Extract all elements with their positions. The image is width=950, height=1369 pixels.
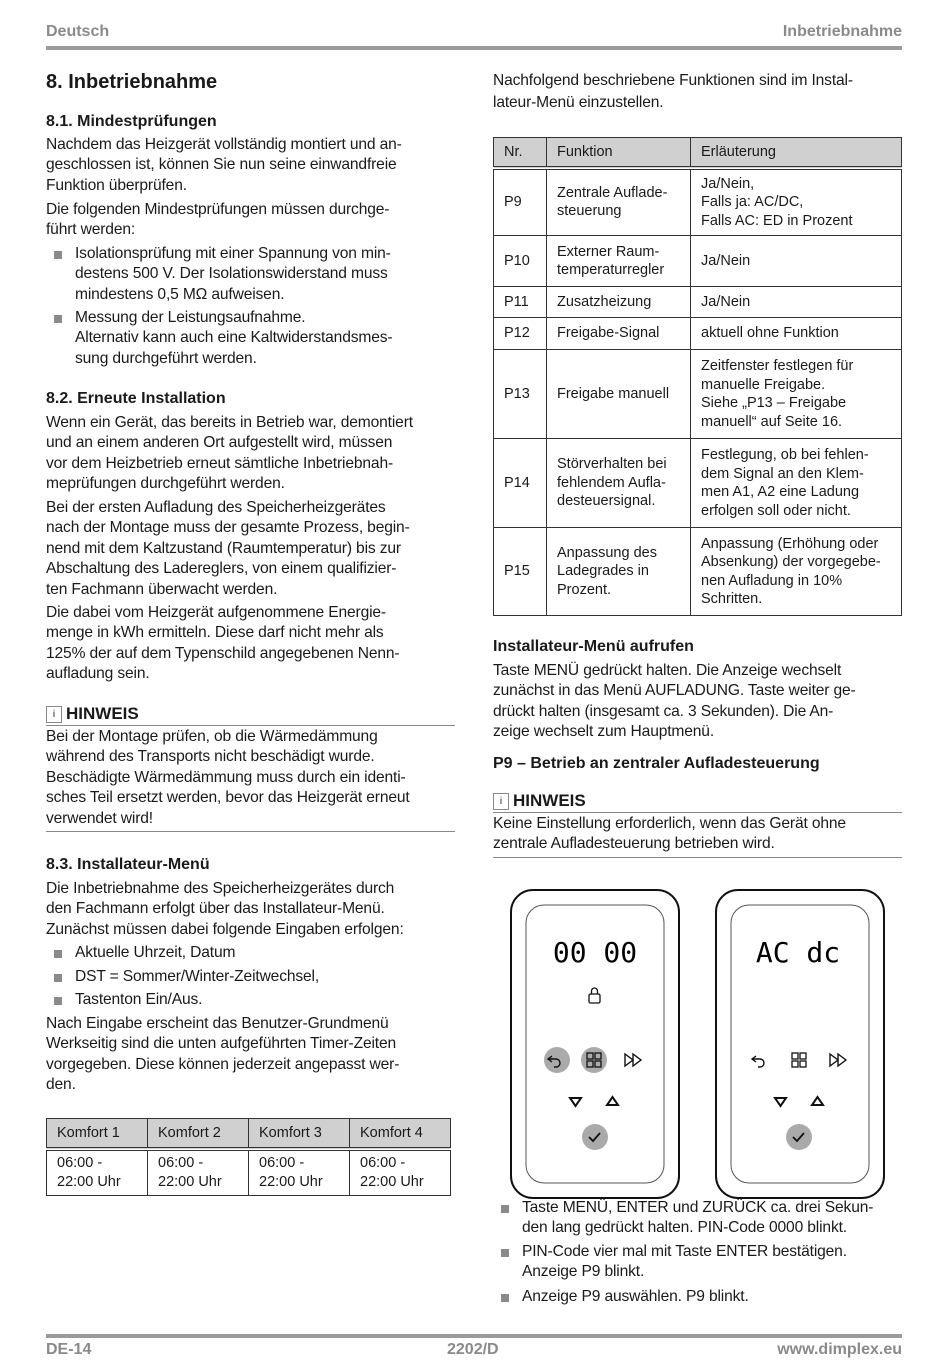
param-description: Festlegung, ob bei fehlen- dem Signal an den Klem- men A1, A2 eine Ladung erfolgen soll oder nicht. bbox=[691, 439, 902, 528]
paragraph: Die Inbetriebnahme des Speicherheizgerätes durch den Fachmann erfolgt über das Installateur-Menü. Zunächst müssen dabei folgende Eingaben erfolgen: bbox=[46, 880, 404, 938]
website-link[interactable]: www.dimplex.eu bbox=[777, 1341, 902, 1358]
param-description: Zeitfenster festlegen für manuelle Freigabe. Siehe „P13 – Freigabe manuell“ auf Seite 16. bbox=[691, 350, 902, 439]
param-number: P9 bbox=[494, 168, 547, 236]
page-number: DE-14 bbox=[46, 1341, 92, 1358]
up-arrow-icon[interactable] bbox=[812, 1097, 823, 1105]
paragraph: Nachfolgend beschriebene Funktionen sind im Instal- lateur-Menü einzustellen. bbox=[493, 72, 853, 111]
param-function: Freigabe-Signal bbox=[547, 318, 691, 350]
param-number: P12 bbox=[494, 318, 547, 350]
bullet-item: Isolationsprüfung mit einer Spannung von min- destens 500 V. Der Isolationswiderstand muss mindestens 0,5 MΩ aufweisen. bbox=[46, 244, 391, 305]
table-row bbox=[494, 318, 902, 350]
table-row bbox=[494, 350, 902, 439]
header-rule bbox=[46, 46, 902, 50]
param-number: P11 bbox=[494, 287, 547, 318]
heading-menu: Installateur-Menü aufrufen bbox=[493, 638, 694, 655]
enter-button[interactable] bbox=[786, 1124, 812, 1150]
table-cell: 06:00 - 22:00 Uhr bbox=[350, 1149, 451, 1196]
fast-forward-icon[interactable] bbox=[625, 1054, 641, 1066]
paragraph: Bei der ersten Aufladung des Speicherheizgerätes nach der Montage muss der gesamte Prozess, begin- nend mit dem Kaltzustand (Raumtemperatur) bis zur Abschaltung des Ladereglers, von einem qualifizier- ten Fachmann überwacht werden. bbox=[46, 499, 410, 598]
heading-8-2: 8.2. Erneute Installation bbox=[46, 390, 226, 407]
table-header: Komfort 4 bbox=[350, 1119, 451, 1149]
note-box bbox=[493, 790, 902, 858]
bullet-item: Aktuelle Uhrzeit, Datum bbox=[46, 943, 235, 963]
menu-button[interactable] bbox=[581, 1047, 607, 1073]
paragraph: Nach Eingabe erscheint das Benutzer-Grundmenü Werkseitig sind die unten aufgeführten Timer-Zeiten vorgegeben. Diese können jederzeit angepasst wer- den. bbox=[46, 1015, 400, 1094]
display-digits: 00 00 bbox=[552, 936, 638, 969]
up-arrow-icon[interactable] bbox=[607, 1097, 618, 1105]
control-panel-device bbox=[511, 890, 679, 1198]
paragraph: Wenn ein Gerät, das bereits in Betrieb war, demontiert und an einem anderen Ort aufgestellt wird, müssen vor dem Heizbetrieb erneut sämtliche Inbetriebnah- meprüfungen durchgeführt werden. bbox=[46, 414, 413, 493]
paragraph: Nachdem das Heizgerät vollständig montiert und an- geschlossen ist, können Sie nun seine einwandfreie Funktion überprüfen. bbox=[46, 136, 402, 194]
param-function: Freigabe manuell bbox=[547, 350, 691, 439]
table-cell: 06:00 - 22:00 Uhr bbox=[47, 1149, 148, 1196]
note-text: Keine Einstellung erforderlich, wenn das Gerät ohne zentrale Aufladesteuerung betrieben wird. bbox=[493, 813, 902, 858]
note-title: HINWEIS bbox=[66, 704, 139, 723]
table-row bbox=[494, 439, 902, 528]
note-text: Bei der Montage prüfen, ob die Wärmedämmung während des Transports nicht beschädigt wurde. Beschädigte Wärmedämmung muss durch ein identi- sches Teil ersetzt werden, bevor das Heizgerät erneut verwendet wird! bbox=[46, 726, 455, 832]
back-icon[interactable] bbox=[752, 1056, 764, 1067]
timer-table bbox=[46, 1118, 451, 1196]
paragraph: Die folgenden Mindestprüfungen müssen durchge- führt werden: bbox=[46, 201, 390, 239]
grid-menu-icon[interactable] bbox=[792, 1053, 806, 1067]
enter-button[interactable] bbox=[582, 1124, 608, 1150]
lock-icon bbox=[589, 988, 600, 1003]
info-icon: i bbox=[46, 706, 62, 723]
bullet-item: Tastenton Ein/Aus. bbox=[46, 990, 202, 1010]
table-header: Nr. bbox=[494, 138, 547, 168]
table-cell: 06:00 - 22:00 Uhr bbox=[148, 1149, 249, 1196]
header-language: Deutsch bbox=[46, 23, 110, 40]
table-row bbox=[494, 168, 902, 236]
table-row bbox=[494, 236, 902, 287]
heading-8-3: 8.3. Installateur-Menü bbox=[46, 856, 210, 873]
table-row bbox=[494, 528, 902, 616]
table-header: Erläuterung bbox=[691, 138, 902, 168]
param-function: Zusatzheizung bbox=[547, 287, 691, 318]
heading-p9: P9 – Betrieb an zentraler Aufladesteuerung bbox=[493, 755, 820, 772]
info-icon: i bbox=[493, 793, 509, 810]
display-digits: AC dc bbox=[755, 936, 841, 969]
section-title: 8. Inbetriebnahme bbox=[46, 71, 218, 93]
header-section: Inbetriebnahme bbox=[782, 23, 902, 40]
bullet-item: PIN-Code vier mal mit Taste ENTER bestätigen. Anzeige P9 blinkt. bbox=[493, 1242, 847, 1283]
note-title: HINWEIS bbox=[513, 791, 586, 810]
table-row bbox=[494, 287, 902, 318]
note-box bbox=[46, 703, 455, 832]
param-description: Anpassung (Erhöhung oder Absenkung) der vorgegebe- nen Aufladung in 10% Schritten. bbox=[691, 528, 902, 616]
param-function: Anpassung des Ladegrades in Prozent. bbox=[547, 528, 691, 616]
table-cell: 06:00 - 22:00 Uhr bbox=[249, 1149, 350, 1196]
param-description: Ja/Nein, Falls ja: AC/DC, Falls AC: ED in Prozent bbox=[691, 168, 902, 236]
table-header: Komfort 2 bbox=[148, 1119, 249, 1149]
param-number: P10 bbox=[494, 236, 547, 287]
param-number: P15 bbox=[494, 528, 547, 616]
table-header: Komfort 3 bbox=[249, 1119, 350, 1149]
table-header: Komfort 1 bbox=[47, 1119, 148, 1149]
paragraph: Taste MENÜ gedrückt halten. Die Anzeige wechselt zunächst in das Menü AUFLADUNG. Taste weiter ge- drückt halten (insgesamt ca. 3 Sekunden). Die An- zeige wechselt zum Hauptmenü. bbox=[493, 662, 856, 741]
control-panel-device bbox=[716, 890, 884, 1198]
param-description: Ja/Nein bbox=[691, 287, 902, 318]
fast-forward-icon[interactable] bbox=[830, 1054, 846, 1066]
table-row bbox=[47, 1149, 451, 1196]
param-function: Zentrale Auflade- steuerung bbox=[547, 168, 691, 236]
param-description: aktuell ohne Funktion bbox=[691, 318, 902, 350]
document-code: 2202/D bbox=[447, 1341, 499, 1358]
param-description: Ja/Nein bbox=[691, 236, 902, 287]
param-number: P13 bbox=[494, 350, 547, 439]
paragraph: Die dabei vom Heizgerät aufgenommene Energie- menge in kWh ermitteln. Diese darf nicht mehr als 125% der auf dem Typenschild angegebenen Nenn- aufladung sein. bbox=[46, 604, 400, 683]
table-header: Funktion bbox=[547, 138, 691, 168]
back-button[interactable] bbox=[544, 1047, 570, 1073]
param-number: P14 bbox=[494, 439, 547, 528]
param-function: Störverhalten bei fehlendem Aufla- desteuersignal. bbox=[547, 439, 691, 528]
footer-rule bbox=[46, 1334, 902, 1338]
bullet-item: Messung der Leistungsaufnahme. Alternativ kann auch eine Kaltwiderstandsmes- sung durchgeführt werden. bbox=[46, 308, 392, 369]
bullet-item: Taste MENÜ, ENTER und ZURÜCK ca. drei Sekun- den lang gedrückt halten. PIN-Code 0000 blinkt. bbox=[493, 1198, 873, 1239]
down-arrow-icon[interactable] bbox=[775, 1098, 786, 1106]
bullet-item: Anzeige P9 auswählen. P9 blinkt. bbox=[493, 1287, 749, 1307]
heading-8-1: 8.1. Mindestprüfungen bbox=[46, 113, 217, 130]
control-panel-illustration bbox=[500, 880, 900, 1200]
function-table bbox=[493, 137, 902, 616]
down-arrow-icon[interactable] bbox=[570, 1098, 581, 1106]
bullet-item: DST = Sommer/Winter-Zeitwechsel, bbox=[46, 967, 319, 987]
param-function: Externer Raum- temperaturregler bbox=[547, 236, 691, 287]
